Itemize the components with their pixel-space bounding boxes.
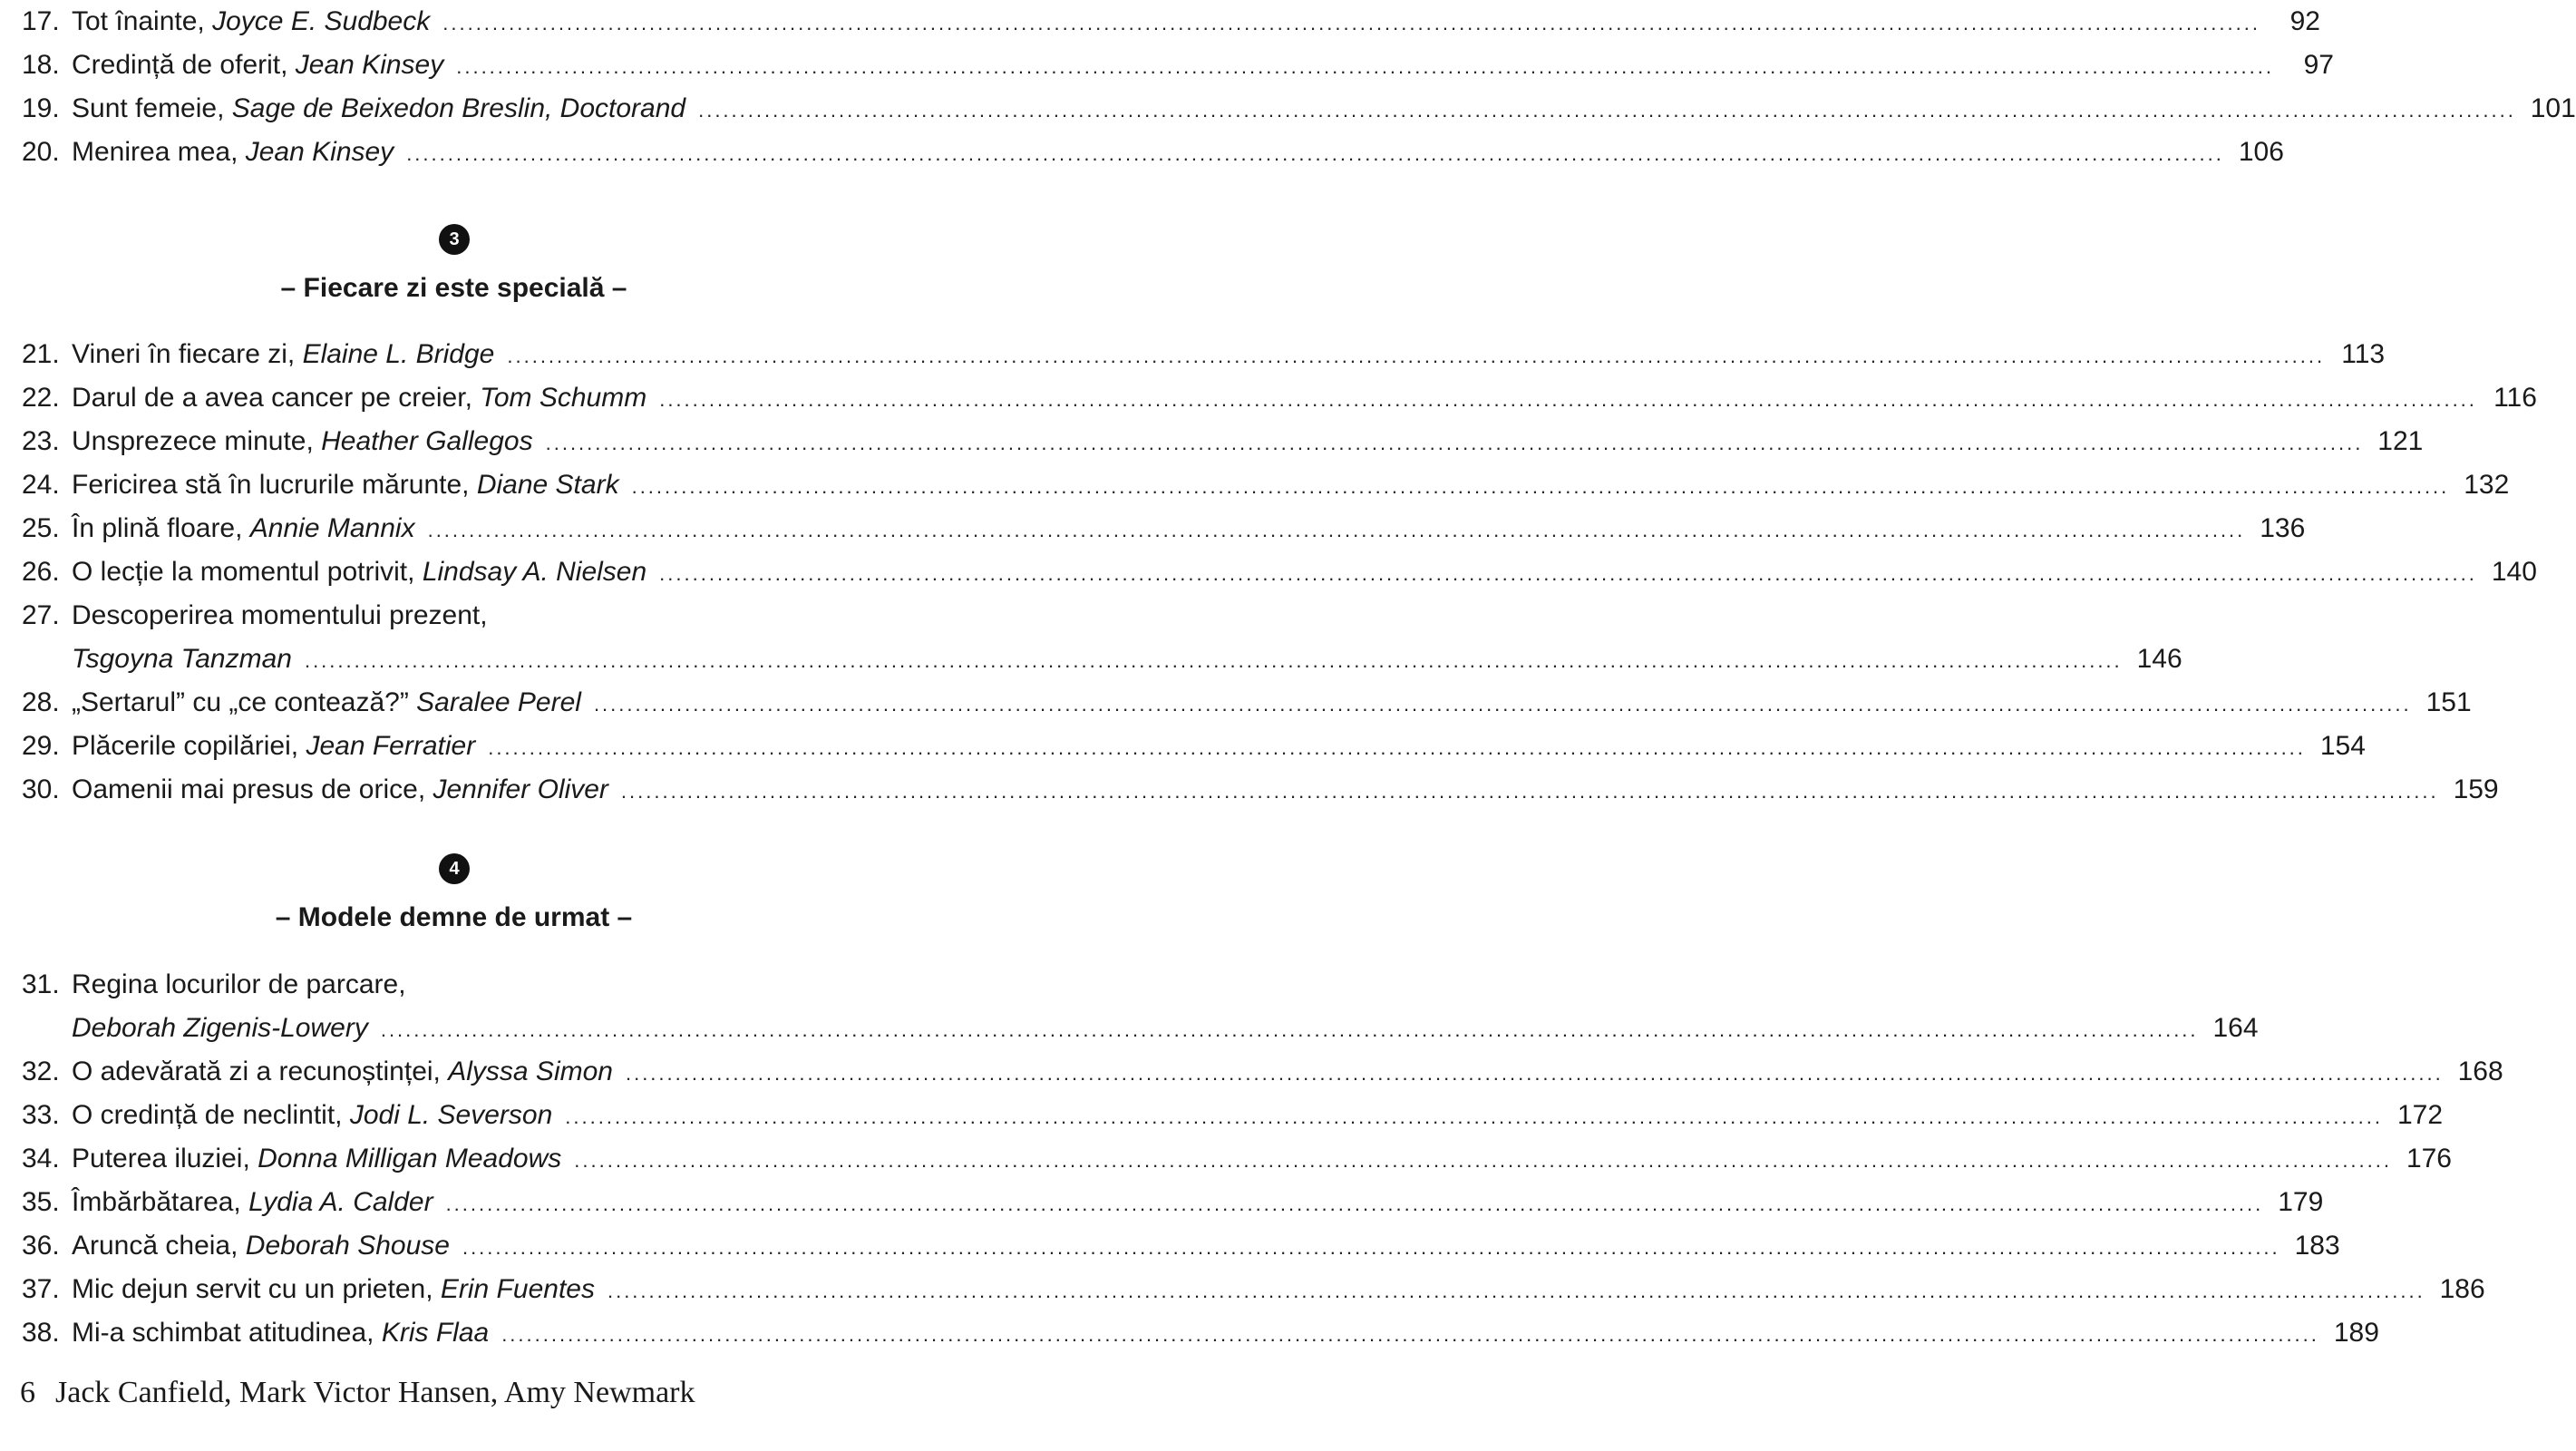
entry-page-number: 159 [2453, 774, 2499, 804]
entry-page-number: 164 [2212, 1013, 2259, 1043]
entry-title: „Sertarul” cu „ce contează?” [72, 687, 417, 717]
toc-entry[interactable] [22, 1268, 2485, 1311]
entry-author: Donna Milligan Meadows [258, 1144, 562, 1173]
dot-leader: ............................................................................................................................................................................................................................ [659, 388, 2477, 411]
section-number-badge: 4 [439, 853, 470, 884]
toc-entry[interactable] [22, 963, 2259, 1050]
entry-author: Deborah Zigenis-Lowery [72, 1013, 368, 1043]
entry-author: Jean Ferratier [306, 731, 476, 761]
entry-page-number: 92 [2289, 6, 2320, 36]
toc-entry[interactable] [22, 376, 2537, 420]
dot-leader: ............................................................................................................................................................................................................................ [698, 99, 2516, 122]
toc-entry[interactable] [22, 87, 2576, 131]
dot-leader: ............................................................................................................................................................................................................................ [607, 1280, 2425, 1302]
entry-title: Tot înainte, [72, 6, 213, 36]
entry-page-number: 132 [2464, 470, 2510, 500]
entry-author: Jodi L. Severson [349, 1100, 553, 1130]
entry-title: O adevărată zi a recunoștinței, [72, 1057, 449, 1086]
entry-page-number: 101 [2530, 93, 2576, 123]
entry-page-number: 140 [2491, 557, 2537, 587]
entry-author: Diane Stark [476, 470, 619, 500]
entry-number: 26. [22, 557, 60, 587]
entry-number: 24. [22, 470, 60, 500]
entry-number: 33. [22, 1100, 60, 1130]
entry-author: Erin Fuentes [440, 1274, 595, 1304]
section-heading: – Modele demne de urmat – [275, 902, 633, 932]
dot-leader: ............................................................................................................................................................................................................................ [406, 142, 2224, 165]
entry-page-number: 189 [2333, 1318, 2379, 1348]
dot-leader: ............................................................................................................................................................................................................................ [574, 1149, 2392, 1172]
dot-leader: ............................................................................................................................................................................................................................ [507, 345, 2326, 367]
toc-entry[interactable] [22, 1137, 2452, 1181]
entry-author: Kris Flaa [381, 1318, 490, 1348]
dot-leader: ............................................................................................................................................................................................................................ [593, 693, 2412, 716]
entry-title: Menirea mea, [72, 137, 246, 167]
toc-entry[interactable] [22, 1224, 2340, 1268]
entry-number: 34. [22, 1144, 60, 1173]
toc-entry[interactable] [22, 507, 2306, 550]
entry-page-number: 136 [2260, 513, 2306, 543]
entry-page-number: 121 [2377, 426, 2424, 456]
entry-page-number: 116 [2493, 383, 2537, 413]
entry-number: 29. [22, 731, 60, 761]
entry-author: Heather Gallegos [321, 426, 533, 456]
dot-leader: ............................................................................................................................................................................................................................ [462, 1236, 2280, 1259]
entry-number: 20. [22, 137, 60, 167]
entry-number: 31. [22, 969, 60, 999]
entry-title: Credință de oferit, [72, 50, 296, 80]
dot-leader: ............................................................................................................................................................................................................................ [625, 1062, 2444, 1085]
entry-page-number: 97 [2303, 50, 2334, 80]
entry-number: 32. [22, 1057, 60, 1086]
dot-leader: ............................................................................................................................................................................................................................ [659, 562, 2477, 585]
toc-entry[interactable] [22, 1311, 2379, 1355]
entry-title: Sunt femeie, [72, 93, 232, 123]
entry-number: 38. [22, 1318, 60, 1348]
toc-entry[interactable] [22, 333, 2386, 376]
entry-author: Jean Kinsey [245, 137, 394, 167]
entry-author: Elaine L. Bridge [302, 339, 495, 369]
toc-entry[interactable] [22, 131, 2284, 174]
entry-author: Alyssa Simon [448, 1057, 613, 1086]
toc-entry[interactable] [22, 1050, 2503, 1094]
entry-title: Regina locurilor de parcare, [72, 969, 406, 999]
entry-author: Annie Mannix [249, 513, 415, 543]
entry-number: 22. [22, 383, 60, 413]
entry-title: Aruncă cheia, [72, 1231, 246, 1261]
entry-number: 30. [22, 774, 60, 804]
entry-number: 17. [22, 6, 60, 36]
entry-title: O credință de neclintit, [72, 1100, 350, 1130]
entry-title: Îmbărbătarea, [72, 1187, 249, 1217]
entry-title: Fericirea stă în lucrurile mărunte, [72, 470, 477, 500]
entry-page-number: 168 [2457, 1057, 2503, 1086]
toc-entry[interactable] [22, 681, 2472, 725]
dot-leader: ............................................................................................................................................................................................................................ [501, 1323, 2319, 1346]
entry-number: 21. [22, 339, 60, 369]
entry-number: 28. [22, 687, 60, 717]
page-footer [20, 1371, 695, 1415]
section-heading: – Fiecare zi este specială – [280, 273, 627, 303]
entry-title: Plăcerile copilăriei, [72, 731, 306, 761]
entry-author: Sage de Beixedon Breslin, Doctorand [231, 93, 686, 123]
entry-title: Mi-a schimbat atitudinea, [72, 1318, 382, 1348]
entry-author: Lindsay A. Nielsen [422, 557, 647, 587]
toc-entry[interactable] [22, 0, 2320, 44]
entry-number: 35. [22, 1187, 60, 1217]
entry-number: 19. [22, 93, 60, 123]
dot-leader: ............................................................................................................................................................................................................................ [442, 12, 2260, 34]
dot-leader: ............................................................................................................................................................................................................................ [304, 649, 2123, 672]
toc-entry[interactable] [22, 594, 2182, 681]
entry-page-number: 151 [2425, 687, 2472, 717]
entry-author: Lydia A. Calder [248, 1187, 433, 1217]
entry-author: Jennifer Oliver [433, 774, 608, 804]
entry-title: Descoperirea momentului prezent, [72, 600, 488, 630]
entry-page-number: 113 [2341, 339, 2386, 369]
entry-number: 37. [22, 1274, 60, 1304]
dot-leader: ............................................................................................................................................................................................................................ [545, 432, 2364, 454]
entry-title: Puterea iluziei, [72, 1144, 258, 1173]
entry-title: Oamenii mai presus de orice, [72, 774, 433, 804]
dot-leader: ............................................................................................................................................................................................................................ [427, 519, 2246, 541]
entry-author: Jean Kinsey [295, 50, 444, 80]
footer-authors: Jack Canfield, Mark Victor Hansen, Amy Newmark [55, 1376, 695, 1409]
entry-page-number: 172 [2396, 1100, 2444, 1130]
entry-number: 27. [22, 600, 60, 630]
entry-number: 18. [22, 50, 60, 80]
toc-entry[interactable] [22, 44, 2334, 87]
dot-leader: ............................................................................................................................................................................................................................ [456, 55, 2274, 78]
entry-title: Mic dejun servit cu un prieten, [72, 1274, 441, 1304]
entry-author: Saralee Perel [416, 687, 581, 717]
entry-author: Deborah Shouse [245, 1231, 450, 1261]
dot-leader: ............................................................................................................................................................................................................................ [631, 475, 2450, 498]
entry-author: Joyce E. Sudbeck [212, 6, 431, 36]
entry-page-number: 176 [2406, 1144, 2452, 1173]
dot-leader: ............................................................................................................................................................................................................................ [620, 780, 2439, 803]
entry-number: 25. [22, 513, 60, 543]
dot-leader: ............................................................................................................................................................................................................................ [445, 1193, 2264, 1215]
footer-page-number: 6 [20, 1376, 35, 1409]
entry-title: Darul de a avea cancer pe creier, [72, 383, 481, 413]
toc-entry[interactable] [22, 463, 2510, 507]
dot-leader: ............................................................................................................................................................................................................................ [380, 1018, 2199, 1041]
toc-entry[interactable] [22, 768, 2499, 812]
entry-number: 36. [22, 1231, 60, 1261]
toc-entry[interactable] [22, 725, 2366, 768]
entry-page-number: 183 [2294, 1231, 2340, 1261]
dot-leader: ............................................................................................................................................................................................................................ [488, 736, 2306, 759]
entry-author: Tom Schumm [480, 383, 647, 413]
entry-number: 23. [22, 426, 60, 456]
entry-title: Unsprezece minute, [72, 426, 322, 456]
entry-page-number: 186 [2439, 1274, 2485, 1304]
entry-author: Tsgoyna Tanzman [72, 644, 292, 674]
toc-entry[interactable] [22, 420, 2424, 463]
entry-title: În plină floare, [72, 513, 250, 543]
entry-page-number: 146 [2136, 644, 2182, 674]
toc-entry[interactable] [22, 1181, 2324, 1224]
entry-title: Vineri în fiecare zi, [72, 339, 303, 369]
entry-page-number: 106 [2238, 137, 2284, 167]
toc-entry[interactable] [22, 550, 2537, 594]
toc-entry[interactable] [22, 1094, 2444, 1137]
entry-page-number: 154 [2319, 731, 2366, 761]
entry-title: O lecție la momentul potrivit, [72, 557, 423, 587]
section-number-badge: 3 [439, 224, 470, 255]
entry-page-number: 179 [2278, 1187, 2324, 1217]
dot-leader: ............................................................................................................................................................................................................................ [565, 1105, 2384, 1128]
